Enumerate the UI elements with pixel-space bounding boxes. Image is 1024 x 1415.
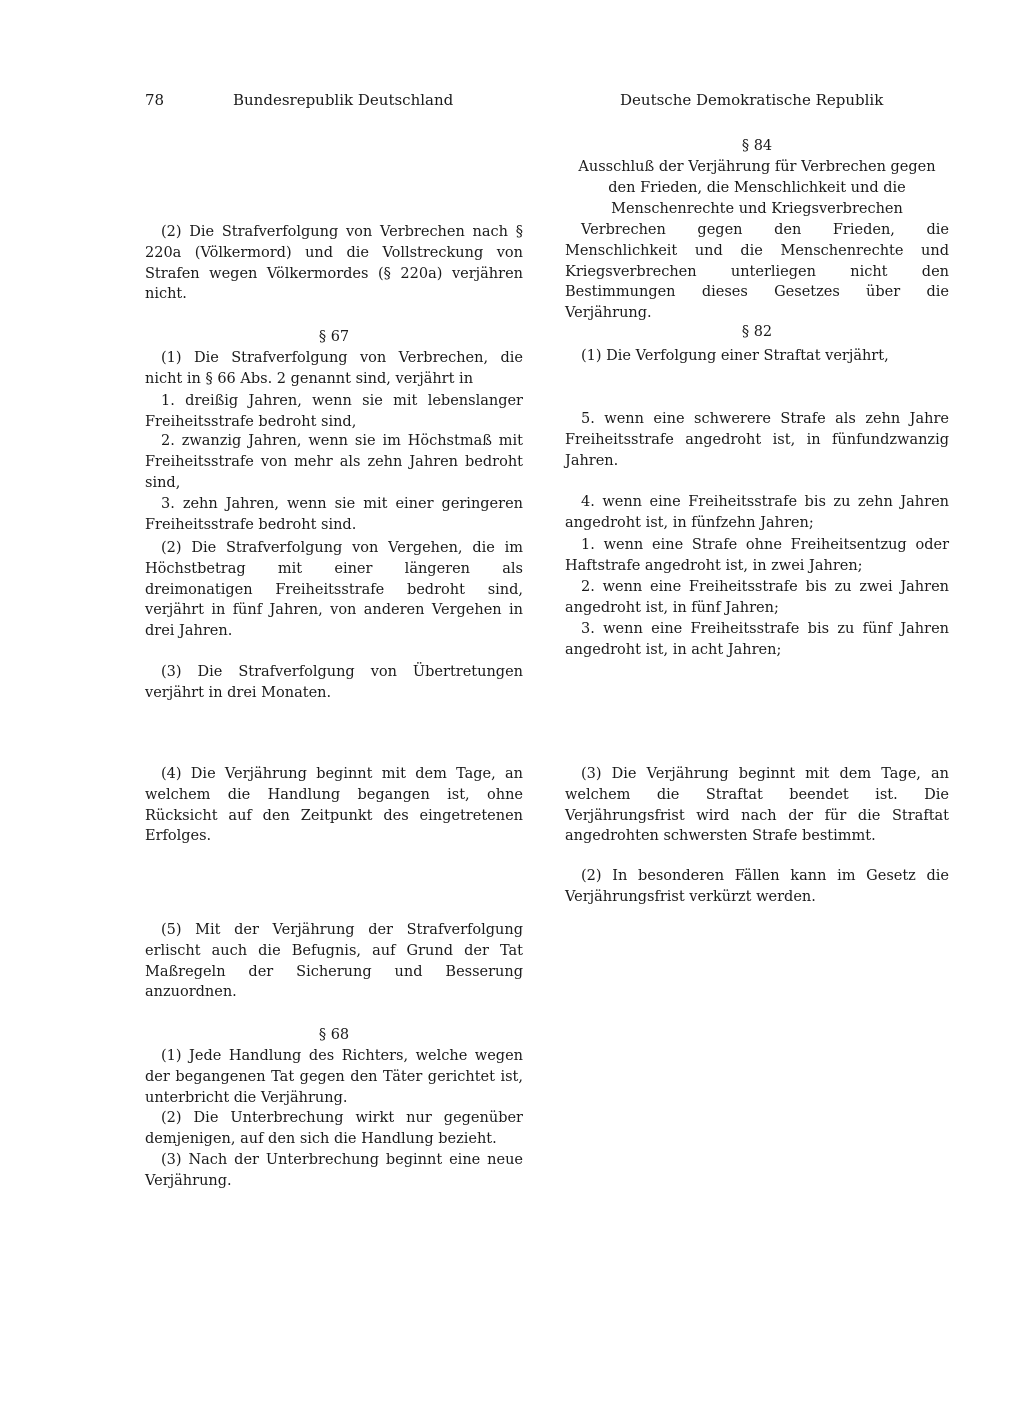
paragraph-67-1-item-3: 3. zehn Jahren, wenn sie mit einer geringeren Freiheitsstrafe bedroht sind. [145,496,523,533]
paragraph-68-3: (3) Nach der Unterbrechung beginnt eine neue Verjährung. [145,1152,523,1189]
section-82-title: § 82 [741,324,773,340]
paragraph-82-2: (2) In besonderen Fällen kann im Gesetz die Verjährungsfrist verkürzt werden. [565,868,949,905]
paragraph-82-1-item-3: 3. wenn eine Freiheitsstrafe bis zu fünf Jahren angedroht ist, in acht Jahren; [565,621,949,658]
page-number: 78 [145,91,165,109]
right-running-title: Deutsche Demokratische Republik [620,91,884,109]
paragraph-82-1-item-1: 1. wenn eine Strafe ohne Freiheitsentzug oder Haftstrafe angedroht ist, in zwei Jahren; [565,537,949,574]
paragraph-82-1-item-4: 4. wenn eine Freiheitsstrafe bis zu zehn Jahren angedroht ist, in fünfzehn Jahren; [565,494,949,531]
paragraph-67-5: (5) Mit der Verjährung der Strafverfolgung erlischt auch die Befugnis, auf Grund der Tat Maßregeln der Sicherung und Besserung anzuordnen. [145,922,523,1001]
paragraph-84: Verbrechen gegen den Frieden, die Menschlichkeit und die Menschenrechte und Kriegsverbrechen unterliegen nicht den Bestimmungen dieses Gesetzes über die Verjährung. [565,222,949,322]
paragraph-67-1-item-2: 2. zwanzig Jahren, wenn sie im Höchstmaß mit Freiheitsstrafe von mehr als zehn Jahren bedroht sind, [145,433,523,491]
section-67-title: § 67 [318,329,350,345]
left-running-title: Bundesrepublik Deutschland [233,91,454,109]
paragraph-82-1-item-2: 2. wenn eine Freiheitsstrafe bis zu zwei Jahren angedroht ist, in fünf Jahren; [565,579,949,616]
paragraph-67-2: (2) Die Strafverfolgung von Vergehen, die im Höchstbetrag mit einer längeren als dreimonatigen Freiheitsstrafe bedroht sind, verjährt in fünf Jahren, von anderen Vergehen in drei Jahren. [145,540,523,640]
paragraph-68-2: (2) Die Unterbrechung wirkt nur gegenüber demjenigen, auf den sich die Handlung bezieht. [145,1110,523,1147]
paragraph-82-1-item-5: 5. wenn eine schwerere Strafe als zehn Jahre Freiheitsstrafe angedroht ist, in fünfundzwanzig Jahren. [565,411,949,469]
paragraph-67-4: (4) Die Verjährung beginnt mit dem Tage, an welchem die Handlung begangen ist, ohne Rücksicht auf den Zeitpunkt des eingetretenen Erfolges. [145,766,523,845]
section-68-title: § 68 [318,1027,350,1043]
paragraph-82-1: (1) Die Verfolgung einer Straftat verjährt, [581,348,889,364]
paragraph-67-1-item-1: 1. dreißig Jahren, wenn sie mit lebenslanger Freiheitsstrafe bedroht sind, [145,393,523,430]
section-84-heading: Ausschluß der Verjährung für Verbrechen gegen den Frieden, die Menschlichkeit und die Menschenrechte und Kriegsverbrechen [578,159,936,217]
paragraph-67-3: (3) Die Strafverfolgung von Übertretungen verjährt in drei Monaten. [145,664,523,701]
paragraph-68-1: (1) Jede Handlung des Richters, welche wegen der begangenen Tat gegen den Täter gerichtet ist, unterbricht die Verjährung. [145,1048,523,1106]
paragraph-82-3: (3) Die Verjährung beginnt mit dem Tage, an welchem die Straftat beendet ist. Die Verjährungsfrist wird nach der für die Straftat angedrohten schwersten Strafe bestimmt. [565,766,949,845]
paragraph-67-1: (1) Die Strafverfolgung von Verbrechen, die nicht in § 66 Abs. 2 genannt sind, verjährt in [145,350,523,387]
paragraph-66-2: (2) Die Strafverfolgung von Verbrechen nach § 220a (Völkermord) und die Vollstreckung von Strafen wegen Völkermordes (§ 220a) verjähren nicht. [145,224,523,303]
section-84-title: § 84 [741,138,773,154]
